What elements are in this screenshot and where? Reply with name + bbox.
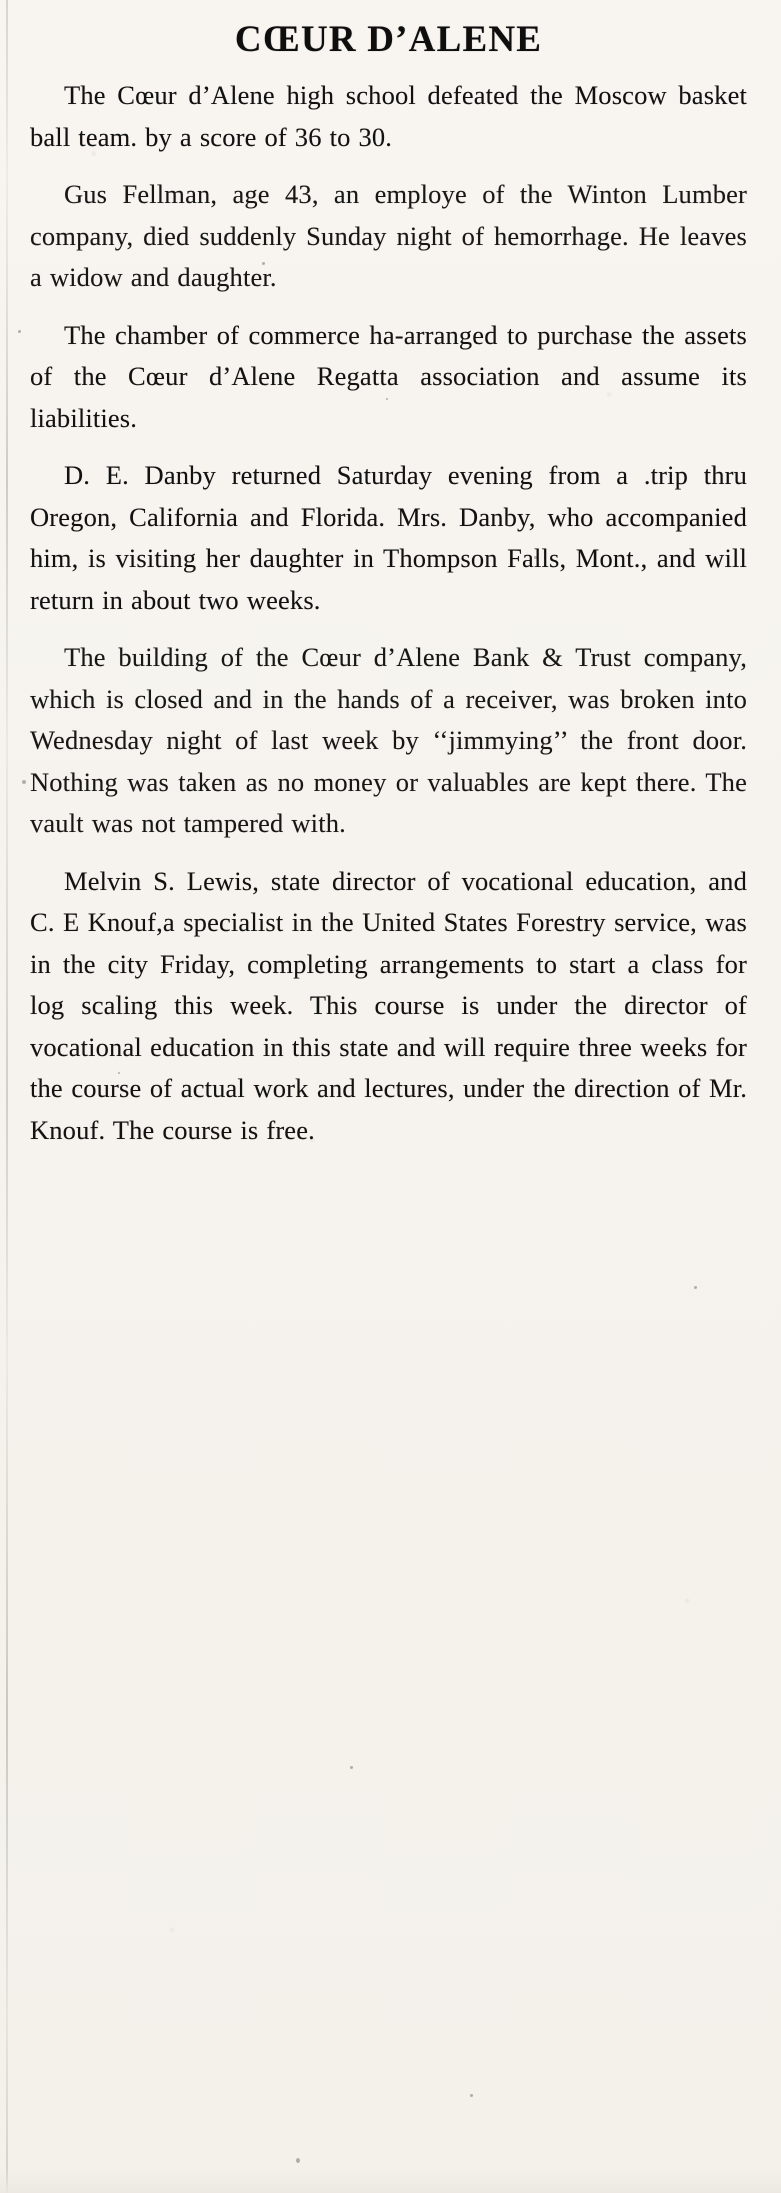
article-paragraph: The chamber of commerce ha-arranged to purchase the assets of the Cœur d’Alene Regatta association and assume its liabilities.: [30, 319, 747, 433]
paper-speck: [534, 556, 537, 559]
page-bottom-fade: [0, 2167, 781, 2193]
article-paragraph: D. E. Danby returned Saturday evening from a .trip thru Oregon, California and Florida. Mrs. Danby, who accompanied him, is visiting her daughter in Thompson Falls, Mont., and will return in about two weeks.: [30, 460, 747, 615]
paper-speck: [118, 1072, 120, 1074]
article-headline: CŒUR D’ALENE: [234, 19, 543, 60]
article-paragraph: The building of the Cœur d’Alene Bank & Trust company, which is closed and in the hands of a receiver, was broken into Wednesday night of last week by ‘‘jimmying’’ the front door. Nothing was taken as no money or valuables are kept there. The vault was not tampered with.: [30, 642, 747, 838]
article-paragraph: Gus Fellman, age 43, an employe of the Winton Lumber company, died suddenly Sunday night of hemorrhage. He leaves a widow and daughter.: [30, 179, 747, 292]
paper-speck: [470, 2094, 473, 2097]
article-paragraph: Melvin S. Lewis, state director of vocational education, and C. E Knouf,a specialist in the United States Forestry service, was in the city Friday, completing arrangements to start a class for log scaling this week. This course is under the director of vocational education in this state and will require three weeks for the course of actual work and lectures, under the direction of Mr. Knouf. The course is free.: [30, 865, 747, 1145]
paper-speck: [262, 262, 265, 265]
paper-speck: [386, 398, 388, 400]
paper-speck: [350, 1766, 353, 1769]
paper-speck: [22, 780, 26, 784]
article-paragraph: The Cœur d’Alene high school defeated the Moscow basket ball team. by a score of 36 to 30.: [30, 80, 747, 152]
article-body: [30, 75, 747, 1151]
paper-speck: [18, 330, 21, 333]
column-rule-left: [6, 0, 8, 2193]
paper-speck: [694, 1286, 697, 1289]
paper-speck: [296, 2158, 300, 2163]
